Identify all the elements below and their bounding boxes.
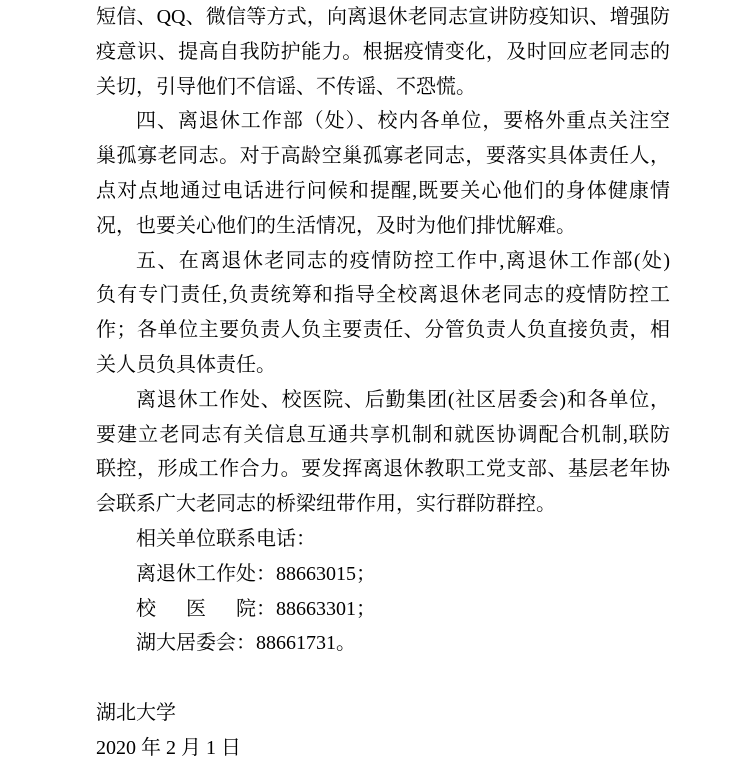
text-line: 相关单位联系电话： [136,527,316,550]
text-line: 离退休工作处、校医院、后勤集团(社区居委会)和各单位， [136,388,670,411]
blank-line [96,661,670,696]
text-line: 况，也要关心他们的生活情况，及时为他们排忧解难。 [96,214,576,237]
text-line: 四、离退休工作部（处）、校内各单位，要格外重点关注空 [136,110,670,133]
text-line: 五、在离退休老同志的疫情防控工作中,离退休工作部(处) [136,249,670,272]
spread-label: 校医院 [136,597,286,620]
text-line: 负有专门责任,负责统筹和指导全校离退休老同志的疫情防控工 [96,284,670,307]
signature-organization: 湖北大学 [96,701,176,724]
text-line: 短信、QQ、微信等方式，向离退休老同志宣讲防疫知识、增强防 [96,6,670,28]
text-line: 点对点地通过电话进行问候和提醒,既要关心他们的身体健康情 [96,179,670,202]
text-line: 关切，引导他们不信谣、不传谣、不恐慌。 [96,75,476,98]
text-line: 关人员负具体责任。 [96,353,276,376]
text-line: 作；各单位主要负责人负主要责任、分管负责人负直接负责，相 [96,319,670,342]
text-line: 校医院：88663301； [136,597,376,620]
text-line: 湖大居委会：88661731。 [136,632,356,655]
signature-date: 2020 年 2 月 1 日 [96,736,241,759]
text-line: 疫意识、提高自我防护能力。根据疫情变化，及时回应老同志的 [96,40,670,63]
text-line: 联控，形成工作合力。要发挥离退休教职工党支部、基层老年协 [96,458,670,481]
text-line: 巢孤寡老同志。对于高龄空巢孤寡老同志，要落实具体责任人， [96,145,670,168]
text-line: 离退休工作处：88663015； [136,562,376,585]
text-line: 要建立老同志有关信息互通共享机制和就医协调配合机制,联防 [96,423,670,446]
text-line: 会联系广大老同志的桥梁纽带作用，实行群防群控。 [96,493,556,516]
document-body [96,0,670,661]
